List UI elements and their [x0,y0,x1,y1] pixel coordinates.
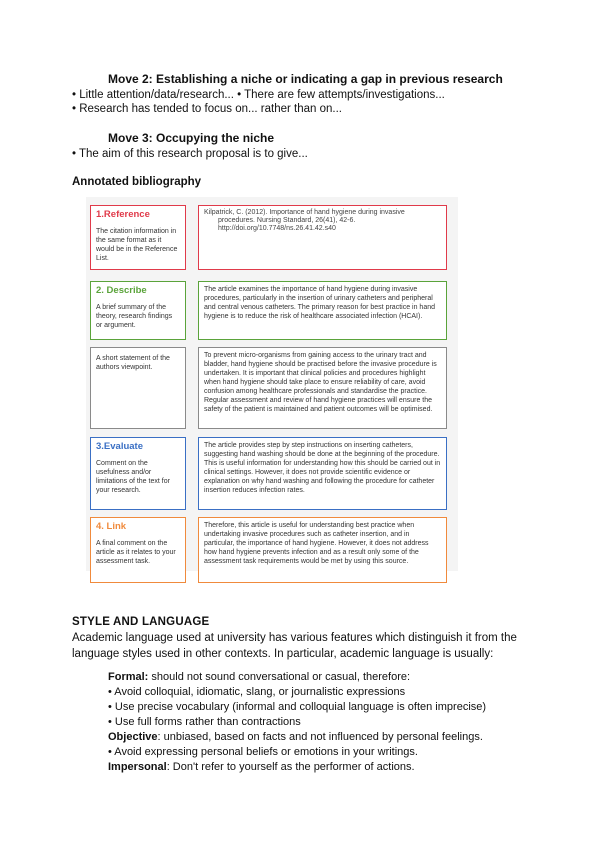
impersonal-line [108,760,415,775]
viewpoint-description: A short statement of the authors viewpoint. [96,355,170,371]
formal-label: Formal: [108,671,149,683]
describe-label-box [90,281,186,340]
evaluate-text: The article provides step by step instructions on inserting catheters, suggesting hand washing should be done at the beginning of the procedure. This is useful information for understanding how this should be carried out in clinical settings. However, it does not provide scientific evidence or explanation on why hand washing and following the procedure for catheter insertion reduces infection rates. [204,442,441,494]
impersonal-text: : Don't refer to yourself as the performer of actions. [166,761,415,773]
style-language-title: STYLE AND LANGUAGE [72,616,210,628]
evaluate-description: Comment on the usefulness and/or limitations of the text for your research. [96,460,170,494]
formal-bullet-1: • Avoid colloquial, idiomatic, slang, or journalistic expressions [108,686,406,698]
move2-heading: Move 2: Establishing a niche or indicating a gap in previous research [108,72,503,86]
link-content-box [198,517,447,583]
evaluate-label-box [90,437,186,510]
move3-bullet-1: • The aim of this research proposal is to give... [72,148,308,160]
reference-description: The citation information in the same format as it would be in the Reference List. [96,228,178,262]
objective-text: : unbiased, based on facts and not influenced by personal feelings. [157,731,483,743]
describe-text: The article examines the importance of hand hygiene during invasive procedures, particularly in the insertion of urinary catheters and peripheral and central venous catheters. The primary reason for best practice in hand hygiene is to reduce the risk of healthcare associated infection (HCAI). [204,286,435,320]
reference-citation-line-1: Kilpatrick, C. (2012). Importance of hand hygiene during invasive [204,209,405,216]
link-text: Therefore, this article is useful for understanding best practice when undertaking invasive procedures such as catheter insertion, and in particular, the importance of hand hygiene. However, it does not address how hand hygiene prevents infection and as a result only some of the assessment task requirements would be met by using this source. [204,522,429,565]
reference-label: 1.Reference [96,209,150,220]
describe-description: A brief summary of the theory, research findings or argument. [96,304,173,329]
bibliography-title: Annotated bibliography [72,176,202,188]
viewpoint-label-box [90,347,186,429]
viewpoint-text: To prevent micro-organisms from gaining access to the urinary tract and bladder, hand hygiene should be practised before the invasive procedure is undertaken. It is important that clinical policies and procedures highlight when hand hygiene should take place to ensure reliability of care, avoid confusion among healthcare professionals and standardise the practice. Regular assessment and review of hand hygiene practices will ensure the safety of the patient is maintained and patient outcomes will be optimised. [204,352,437,413]
formal-bullet-2: • Use precise vocabulary (informal and colloquial language is often imprecise) [108,701,487,713]
move2-bullet-2: • Research has tended to focus on... rather than on... [72,103,342,115]
link-description: A final comment on the article as it relates to your assessment task. [96,540,176,565]
move3-heading: Move 3: Occupying the niche [108,131,275,145]
reference-content-box [198,205,447,270]
formal-text: should not sound conversational or casual, therefore: [148,671,411,683]
move2-bullet-1: • Little attention/data/research... • There are few attempts/investigations... [72,89,445,101]
link-label: 4. Link [96,521,127,532]
evaluate-content-box [198,437,447,510]
reference-citation-line-2: procedures. Nursing Standard, 26(41), 42-6. [218,217,356,224]
formal-bullet-3: • Use full forms rather than contractions [108,716,301,728]
objective-line [108,730,483,745]
describe-content-box [198,281,447,340]
objective-bullet-1: • Avoid expressing personal beliefs or emotions in your writings. [108,746,418,758]
style-intro: Academic language used at university has various features which distinguish it from the language styles used in other contexts. In particular, academic language is usually: [72,632,517,660]
link-label-box [90,517,186,583]
annotated-bibliography-figure [86,197,458,571]
reference-citation-line-3: http://doi.org/10.7748/ns.26.41.42.s40 [218,225,336,232]
impersonal-label: Impersonal [108,761,167,773]
evaluate-label: 3.Evaluate [96,441,143,452]
viewpoint-content-box [198,347,447,429]
describe-label: 2. Describe [96,285,147,296]
formal-line [108,670,410,685]
reference-label-box [90,205,186,270]
objective-label: Objective [108,731,158,743]
